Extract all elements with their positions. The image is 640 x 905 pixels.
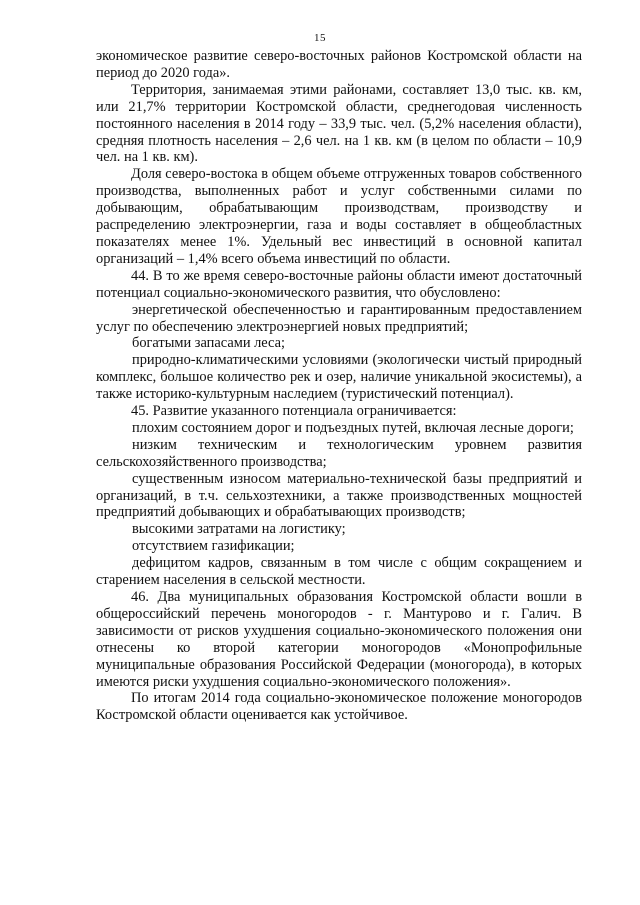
list-item-gasification: отсутствием газификации; (132, 538, 295, 555)
paragraph-territory: Территория, занимаемая этими районами, составляет 13,0 тыс. кв. км, или 21,7% территории Костромской области, среднегодовая численность постоянного населения в 2014 году – 33,9 тыс. чел. (5,2% населения области), средняя плотность населения – 2,6 чел. на 1 кв. км (в целом по области – 10,9 чел. на 1 кв. км). (96, 81, 582, 166)
list-item-energy: энергетической обеспеченностью и гарантированным предоставлением услуг по обеспечению электроэнергией новых предприятий; (96, 301, 582, 335)
list-item-roads: плохим состоянием дорог и подъездных путей, включая лесные дороги; (132, 419, 574, 436)
paragraph-continuation: экономическое развитие северо-восточных районов Костромской области на период до 2020 года». (96, 48, 582, 81)
paragraph-northeast-share: Доля северо-востока в общем объеме отгруженных товаров собственного производства, выполненных работ и услуг собственными силами по добывающим, обрабатывающим производствам, производству и распределению электроэнергии, газа и воды составляет в общеобластных показателях менее 1%. Удельный вес инвестиций в основной капитал организаций – 1,4% всего объема инвестиций по области. (96, 166, 582, 267)
page-number: 15 (314, 32, 326, 44)
document-body (96, 48, 582, 724)
list-item-depreciation: существенным износом материально-технической базы предприятий и организаций, в т.ч. сельхозтехники, а также производственных мощностей предприятий добывающих и обрабатывающих производств; (96, 470, 582, 521)
list-item-personnel: дефицитом кадров, связанным в том числе с общим сокращением и старением населения в сельской местности. (96, 555, 582, 589)
list-item-forest: богатыми запасами леса; (132, 335, 285, 352)
list-item-agriculture: низким техническим и технологическим уровнем развития сельскохозяйственного производства; (96, 436, 582, 470)
paragraph-45: 45. Развитие указанного потенциала ограничивается: (131, 403, 457, 420)
list-item-logistics: высокими затратами на логистику; (132, 521, 346, 538)
paragraph-46: 46. Два муниципальных образования Костромской области вошли в общероссийский перечень моногородов - г. Мантурово и г. Галич. В зависимости от рисков ухудшения социально-экономического положения они отнесены ко второй категории моногородов «Монопрофильные муниципальные образования Российской Федерации (моногорода), в которых имеются риски ухудшения социально-экономического положения». (96, 589, 582, 690)
paragraph-monotowns-2014: По итогам 2014 года социально-экономическое положение моногородов Костромской области оценивается как устойчивое. (96, 690, 582, 724)
paragraph-44: 44. В то же время северо-восточные районы области имеют достаточный потенциал социально-экономического развития, что обусловлено: (96, 267, 582, 301)
list-item-climate: природно-климатическими условиями (экологически чистый природный комплекс, большое количество рек и озер, наличие уникальной экосистемы), а также историко-культурным наследием (туристический потенциал). (96, 352, 582, 403)
